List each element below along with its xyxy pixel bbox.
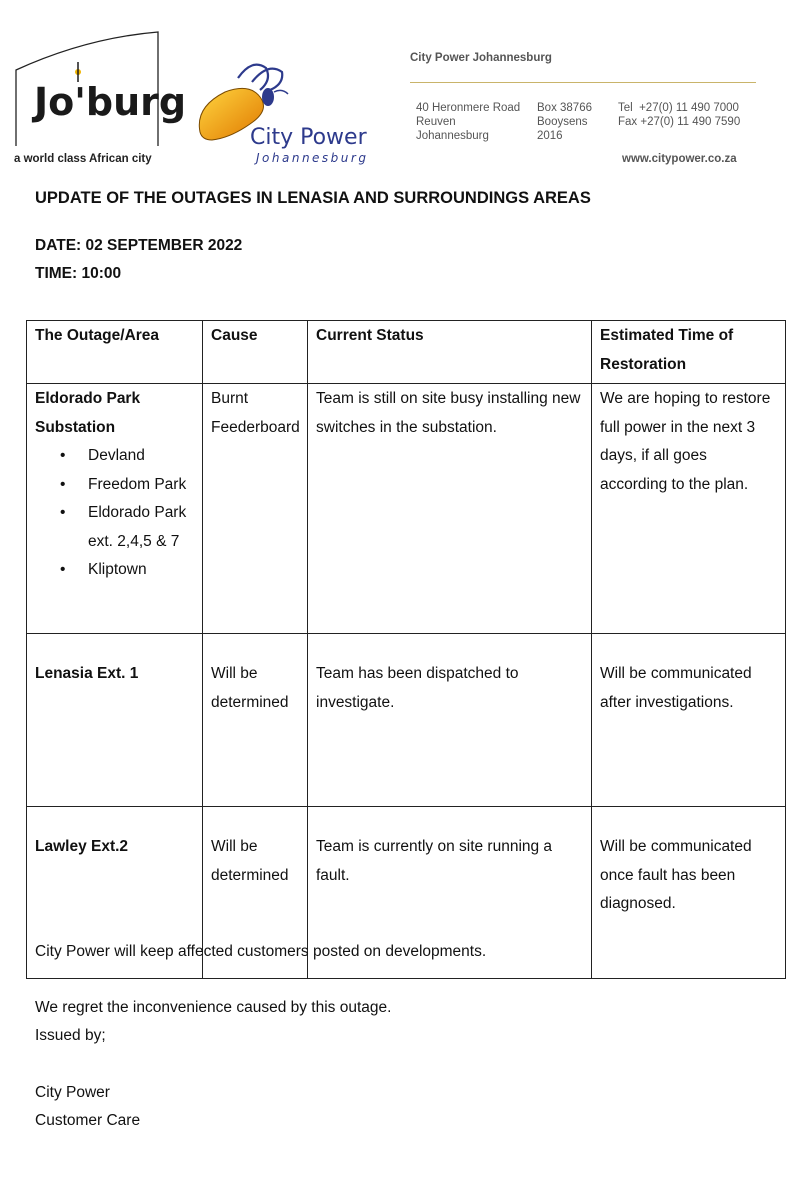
- joburg-tagline: a world class African city: [14, 153, 152, 165]
- restoration-cell: Will be communicated once fault has been diagnosed.: [592, 807, 786, 979]
- address-line: 40 Heronmere Road: [416, 102, 521, 114]
- phone-line: Tel +27(0) 11 490 7000: [618, 102, 739, 114]
- status-cell: Team has been dispatched to investigate.: [308, 634, 592, 807]
- address-line: 2016: [537, 130, 563, 142]
- table-row: [27, 634, 786, 807]
- status-cell: Team is still on site busy installing new switches in the substation.: [308, 384, 592, 634]
- joburg-logo: [14, 32, 187, 148]
- list-item: • Kliptown: [35, 556, 194, 585]
- area-name: Lawley Ext.2: [35, 838, 129, 855]
- city-power-logo-sub: Johannesburg: [256, 151, 369, 165]
- column-header-cause: Cause: [203, 321, 308, 384]
- company-name: City Power Johannesburg: [410, 52, 552, 64]
- footer-updates-note: City Power will keep affected customers posted on developments.: [35, 943, 487, 960]
- city-power-logo-name: City Power: [250, 125, 367, 150]
- column-header-restoration: Estimated Time of Restoration: [592, 321, 786, 384]
- column-header-area: The Outage/Area: [27, 321, 203, 384]
- city-power-logo: [190, 52, 395, 170]
- joburg-logo-text: Jo'burg: [34, 80, 187, 124]
- area-cell: [27, 634, 203, 807]
- status-cell: Team is currently on site running a fault.: [308, 807, 592, 979]
- footer-issuer-dept: Customer Care: [35, 1112, 141, 1129]
- area-cell: [27, 384, 203, 634]
- address-line: Reuven: [416, 116, 456, 128]
- address-column-contact: [618, 101, 740, 129]
- cause-cell: Will be determined: [203, 634, 308, 807]
- outages-table: [26, 320, 786, 979]
- website-link[interactable]: www.citypower.co.za: [622, 153, 737, 165]
- table-row: [27, 384, 786, 634]
- address-line: Johannesburg: [416, 130, 489, 142]
- fax-line: Fax +27(0) 11 490 7590: [618, 116, 741, 128]
- area-name: Eldorado Park Substation: [35, 390, 141, 436]
- address-column-street: [416, 101, 520, 143]
- address-column-box: [537, 101, 592, 143]
- list-item: • Eldorado Park ext. 2,4,5 & 7: [35, 499, 194, 556]
- area-name: Lenasia Ext. 1: [35, 665, 139, 682]
- table-header-row: [27, 321, 786, 384]
- header-divider: [410, 82, 756, 83]
- address-line: Booysens: [537, 116, 588, 128]
- document-date: DATE: 02 SEPTEMBER 2022: [35, 237, 243, 254]
- list-item: • Devland: [35, 442, 194, 471]
- footer-issuer-org: City Power: [35, 1084, 110, 1101]
- list-item: • Freedom Park: [35, 471, 194, 500]
- cause-cell: Burnt Feederboard: [203, 384, 308, 634]
- restoration-cell: We are hoping to restore full power in the next 3 days, if all goes according to the plan.: [592, 384, 786, 634]
- footer-issued-by: Issued by;: [35, 1027, 106, 1044]
- address-line: Box 38766: [537, 102, 592, 114]
- column-header-status: Current Status: [308, 321, 592, 384]
- cause-cell: Will be determined: [203, 807, 308, 979]
- document-title: UPDATE OF THE OUTAGES IN LENASIA AND SURROUNDINGS AREAS: [35, 189, 591, 207]
- document-time: TIME: 10:00: [35, 265, 122, 282]
- sub-area-list: [35, 442, 194, 585]
- restoration-cell: Will be communicated after investigations.: [592, 634, 786, 807]
- footer-apology: We regret the inconvenience caused by this outage.: [35, 999, 392, 1016]
